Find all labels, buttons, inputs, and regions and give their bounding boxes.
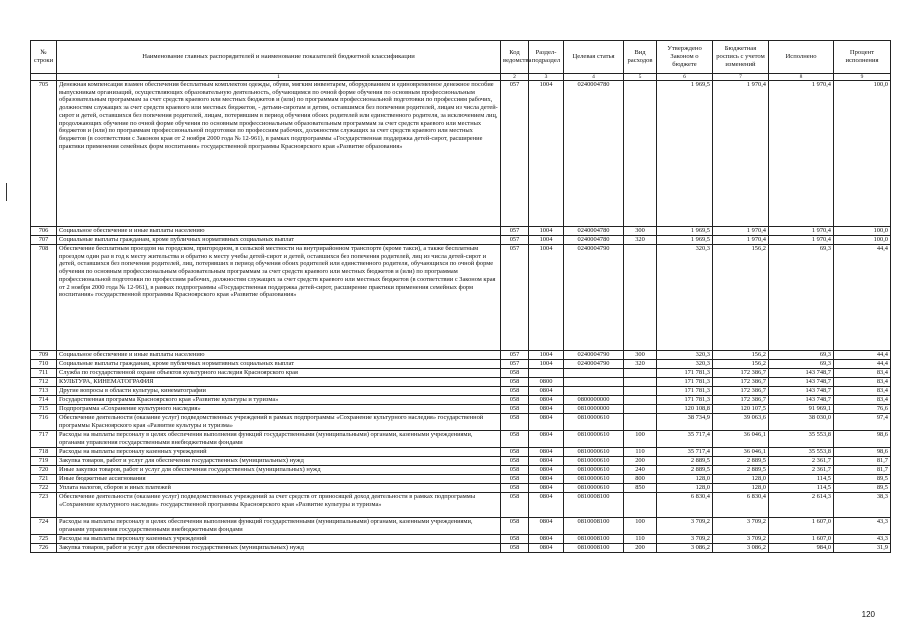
row-utverzhdeno: 171 781,3 (657, 378, 713, 387)
row-name: Расходы на выплаты персоналу казенных учреждений (57, 448, 501, 457)
row-vid: 200 (624, 457, 657, 466)
row-procent: 100,0 (834, 236, 891, 245)
table-row (31, 431, 891, 448)
table-body (31, 81, 891, 553)
row-razdel: 0804 (529, 414, 564, 431)
row-celevaya: 0810008100 (564, 493, 624, 518)
row-name: Закупка товаров, работ и услуг для обеспечения государственных (муниципальных) нужд (57, 457, 501, 466)
row-ispolneno: 35 553,8 (769, 431, 834, 448)
row-procent: 98,6 (834, 431, 891, 448)
row-ispolneno: 1 970,4 (769, 236, 834, 245)
row-vedomstvo: 058 (501, 396, 529, 405)
row-vedomstvo: 058 (501, 431, 529, 448)
row-utverzhdeno: 2 889,5 (657, 466, 713, 475)
row-number: 708 (31, 245, 57, 351)
row-vid (624, 369, 657, 378)
col-name-header: Наименование главных распорядителей и наименование показателей бюджетной классификации (57, 41, 501, 74)
row-celevaya: 0810000610 (564, 475, 624, 484)
row-utverzhdeno: 320,3 (657, 245, 713, 351)
row-vedomstvo: 058 (501, 369, 529, 378)
row-utverzhdeno: 6 830,4 (657, 493, 713, 518)
row-rospis: 128,0 (713, 484, 769, 493)
row-vid: 300 (624, 351, 657, 360)
column-index-7: 6 (657, 74, 713, 81)
row-celevaya: 0240004780 (564, 236, 624, 245)
row-ispolneno: 114,5 (769, 475, 834, 484)
row-vedomstvo: 058 (501, 484, 529, 493)
table-row (31, 544, 891, 553)
row-razdel: 0804 (529, 405, 564, 414)
row-rospis: 6 830,4 (713, 493, 769, 518)
row-rospis: 128,0 (713, 475, 769, 484)
row-name: Обеспечение деятельности (оказание услуг) подведомственных учреждений в рамках подпрограммы «Сохранение культурного наследия» государственной программы Красноярского края «Развитие культуры и туризма» (57, 414, 501, 431)
row-number: 709 (31, 351, 57, 360)
row-utverzhdeno: 38 734,9 (657, 414, 713, 431)
row-vid (624, 81, 657, 227)
row-razdel: 0804 (529, 535, 564, 544)
row-name: Социальное обеспечение и иные выплаты населению (57, 227, 501, 236)
row-name: Государственная программа Красноярского края «Развитие культуры и туризма» (57, 396, 501, 405)
row-procent: 38,3 (834, 493, 891, 518)
row-ispolneno: 2 361,7 (769, 466, 834, 475)
row-name: Социальные выплаты гражданам, кроме публичных нормативных социальных выплат (57, 236, 501, 245)
row-razdel: 0804 (529, 396, 564, 405)
row-number: 706 (31, 227, 57, 236)
table-row (31, 475, 891, 484)
table-row (31, 227, 891, 236)
row-utverzhdeno: 35 717,4 (657, 431, 713, 448)
row-rospis: 36 046,1 (713, 431, 769, 448)
row-celevaya: 0240004780 (564, 227, 624, 236)
row-utverzhdeno: 171 781,3 (657, 396, 713, 405)
row-vid: 110 (624, 535, 657, 544)
row-razdel: 1004 (529, 351, 564, 360)
row-celevaya: 0810000610 (564, 466, 624, 475)
row-razdel: 0804 (529, 544, 564, 553)
row-vedomstvo: 058 (501, 518, 529, 535)
row-utverzhdeno: 320,3 (657, 360, 713, 369)
row-number: 713 (31, 387, 57, 396)
column-index-9: 8 (769, 74, 834, 81)
budget-table (30, 40, 891, 553)
column-index-5: 4 (564, 74, 624, 81)
column-index-4: 3 (529, 74, 564, 81)
row-celevaya: 0240004790 (564, 360, 624, 369)
row-razdel: 0804 (529, 493, 564, 518)
row-ispolneno: 143 748,7 (769, 378, 834, 387)
row-vid: 200 (624, 544, 657, 553)
row-procent: 43,3 (834, 535, 891, 544)
row-number: 711 (31, 369, 57, 378)
row-vedomstvo: 058 (501, 387, 529, 396)
row-number: 723 (31, 493, 57, 518)
margin-mark (6, 183, 7, 201)
row-procent: 97,4 (834, 414, 891, 431)
table-row (31, 245, 891, 351)
row-vid (624, 245, 657, 351)
row-ispolneno: 1 607,0 (769, 518, 834, 535)
page-number: 120 (861, 610, 875, 619)
table-row (31, 396, 891, 405)
row-number: 719 (31, 457, 57, 466)
row-rospis: 172 386,7 (713, 396, 769, 405)
row-utverzhdeno: 2 889,5 (657, 457, 713, 466)
row-name: КУЛЬТУРА, КИНЕМАТОГРАФИЯ (57, 378, 501, 387)
column-index-8: 7 (713, 74, 769, 81)
row-celevaya: 0810008100 (564, 544, 624, 553)
row-rospis: 156,2 (713, 360, 769, 369)
row-vid: 850 (624, 484, 657, 493)
row-ispolneno: 984,0 (769, 544, 834, 553)
row-ispolneno: 69,3 (769, 360, 834, 369)
row-rospis: 2 889,5 (713, 457, 769, 466)
row-ispolneno: 2 614,3 (769, 493, 834, 518)
col-vid-header: Вид расходов (624, 41, 657, 74)
row-rospis: 172 386,7 (713, 369, 769, 378)
row-vedomstvo: 058 (501, 448, 529, 457)
table-row (31, 493, 891, 518)
row-ispolneno: 143 748,7 (769, 369, 834, 378)
row-vedomstvo: 058 (501, 493, 529, 518)
row-razdel: 1004 (529, 81, 564, 227)
row-rospis: 36 046,1 (713, 448, 769, 457)
table-row (31, 484, 891, 493)
row-number: 717 (31, 431, 57, 448)
row-utverzhdeno: 1 969,5 (657, 227, 713, 236)
row-number: 720 (31, 466, 57, 475)
row-rospis: 1 970,4 (713, 236, 769, 245)
col-cel-header: Целевая статья (564, 41, 624, 74)
row-celevaya: 0810000610 (564, 431, 624, 448)
row-vedomstvo: 058 (501, 535, 529, 544)
table-row (31, 457, 891, 466)
table-row (31, 236, 891, 245)
row-celevaya (564, 378, 624, 387)
row-celevaya: 0810008100 (564, 535, 624, 544)
row-name: Служба по государственной охране объектов культурного наследия Красноярского края (57, 369, 501, 378)
row-procent: 81,7 (834, 457, 891, 466)
row-razdel: 0804 (529, 466, 564, 475)
row-vedomstvo: 058 (501, 405, 529, 414)
column-index-10: 9 (834, 74, 891, 81)
row-number: 718 (31, 448, 57, 457)
row-vedomstvo: 057 (501, 351, 529, 360)
row-rospis: 3 086,2 (713, 544, 769, 553)
row-vid (624, 378, 657, 387)
col-vedom-header: Код ведомства (501, 41, 529, 74)
row-vedomstvo: 058 (501, 466, 529, 475)
row-razdel: 0804 (529, 518, 564, 535)
row-vid (624, 387, 657, 396)
row-ispolneno: 38 030,0 (769, 414, 834, 431)
row-name: Социальное обеспечение и иные выплаты населению (57, 351, 501, 360)
row-razdel: 0804 (529, 387, 564, 396)
row-number: 712 (31, 378, 57, 387)
row-name: Расходы на выплаты персоналу казенных учреждений (57, 535, 501, 544)
row-razdel: 1004 (529, 360, 564, 369)
row-rospis: 156,2 (713, 245, 769, 351)
table-row (31, 360, 891, 369)
row-number: 705 (31, 81, 57, 227)
row-celevaya: 0810000610 (564, 414, 624, 431)
row-vid: 100 (624, 431, 657, 448)
row-vid (624, 493, 657, 518)
column-index-3: 2 (501, 74, 529, 81)
col-isp-header: Исполнено (769, 41, 834, 74)
row-razdel: 0800 (529, 378, 564, 387)
row-ispolneno: 1 607,0 (769, 535, 834, 544)
table-row (31, 448, 891, 457)
row-celevaya: 0810000610 (564, 457, 624, 466)
row-number: 707 (31, 236, 57, 245)
row-number: 716 (31, 414, 57, 431)
col-razdel-header: Раздел-подраздел (529, 41, 564, 74)
row-ispolneno: 35 553,8 (769, 448, 834, 457)
row-razdel: 0804 (529, 475, 564, 484)
row-vid (624, 405, 657, 414)
row-celevaya: 0810000610 (564, 448, 624, 457)
row-name: Денежная компенсация взамен обеспечения бесплатным комплектом одежды, обуви, мягким инвентарем, оборудованием и единовременное денежное пособие выпускникам организаций, осуществляющих образовательную деятельность, обучающимся по очной форме обучения по основным профессиональным образовательным программам за счет средств краевого или местных бюджетов и (или) по программам профессиональной подготовки по профессиям рабочих, должностям служащих за счет средств краевого или местных бюджетов, - детьми-сиротам и детям, оставшимся без попечения родителей, лицам из числа детей-сирот и детей, оставшихся без попечения родителей, лицам, потерявшим в период обучения обоих родителей или единственного родителя, за исключением лиц, продолжающих обучение по очной форме обучения по основным профессиональным образовательным программам за счет средств краевого или местных бюджетов и (или) по программам профессиональной подготовки по профессиям рабочих, должностям служащих за счет средств краевого или местных бюджетов (в соответствии с Законом края от 2 ноября 2000 года № 12-961), в рамках подпрограммы «Государственная поддержка детей-сирот, расширение практики применения семейных форм воспитания» государственной программы Красноярского края «Развитие образования» (57, 81, 501, 227)
row-vedomstvo: 057 (501, 245, 529, 351)
row-utverzhdeno: 35 717,4 (657, 448, 713, 457)
row-vedomstvo: 057 (501, 360, 529, 369)
row-vid: 320 (624, 360, 657, 369)
row-celevaya: 0800000000 (564, 396, 624, 405)
column-index-row (31, 74, 891, 81)
row-procent: 81,7 (834, 466, 891, 475)
row-utverzhdeno: 171 781,3 (657, 369, 713, 378)
row-vid: 100 (624, 518, 657, 535)
row-name: Иные бюджетные ассигнования (57, 475, 501, 484)
row-vedomstvo: 058 (501, 457, 529, 466)
row-ispolneno: 1 970,4 (769, 81, 834, 227)
row-utverzhdeno: 171 781,3 (657, 387, 713, 396)
row-utverzhdeno: 1 969,5 (657, 236, 713, 245)
header-row (31, 41, 891, 74)
table-row (31, 351, 891, 360)
row-name: Обеспечение бесплатным проездом на городском, пригородном, в сельской местности на внутрирайонном транспорте (кроме такси), а также бесплатным проездом один раз в год к месту жительства и обратно к месту учебы детей-сирот и детей, оставшихся без попечения родителей, лиц из числа детей-сирот и детей, оставшихся без попечения родителей, лиц, потерявших в период обучения обоих родителей или единственного родителя, обучающихся по очной форме обучения по основным профессиональным образовательным программам за счет средств краевого или местных бюджетов и (или) по программам профессиональной подготовки по профессиям рабочих, должностям служащих за счет средств краевого или местных бюджетов (в соответствии с Законом края от 2 ноября 2000 года № 12-961), в рамках подпрограммы «Государственная поддержка детей-сирот, расширение практики применения семейных форм воспитания» государственной программы Красноярского края «Развитие образования» (57, 245, 501, 351)
row-procent: 100,0 (834, 227, 891, 236)
row-ispolneno: 69,3 (769, 351, 834, 360)
col-utv-header: Утверждено Законом о бюджете (657, 41, 713, 74)
col-num-header: № строки (31, 41, 57, 74)
table-row (31, 81, 891, 227)
row-procent: 43,3 (834, 518, 891, 535)
row-ispolneno: 143 748,7 (769, 396, 834, 405)
row-celevaya: 0240004790 (564, 245, 624, 351)
row-utverzhdeno: 120 108,8 (657, 405, 713, 414)
row-celevaya: 0240004790 (564, 351, 624, 360)
row-number: 724 (31, 518, 57, 535)
row-vid: 300 (624, 227, 657, 236)
row-razdel: 1004 (529, 236, 564, 245)
row-procent: 83,4 (834, 369, 891, 378)
row-vedomstvo: 057 (501, 81, 529, 227)
row-razdel: 1004 (529, 227, 564, 236)
row-procent: 100,0 (834, 81, 891, 227)
row-ispolneno: 2 361,7 (769, 457, 834, 466)
row-rospis: 3 709,2 (713, 518, 769, 535)
row-name: Иные закупки товаров, работ и услуг для обеспечения государственных (муниципальных) нужд (57, 466, 501, 475)
row-name: Обеспечение деятельности (оказание услуг) подведомственных учреждений за счет средств от приносящей доход деятельности в рамках подпрограммы «Сохранение культурного наследия» государственной программы Красноярского края «Развитие культуры и туризма» (57, 493, 501, 518)
row-name: Расходы на выплаты персоналу в целях обеспечения выполнения функций государственными (муниципальными) органами, казенными учреждениями, органами управления государственными внебюджетными фондами (57, 431, 501, 448)
row-procent: 89,5 (834, 475, 891, 484)
row-vid: 320 (624, 236, 657, 245)
row-number: 721 (31, 475, 57, 484)
row-ispolneno: 1 970,4 (769, 227, 834, 236)
row-ispolneno: 69,3 (769, 245, 834, 351)
table-row (31, 387, 891, 396)
row-rospis: 3 709,2 (713, 535, 769, 544)
row-procent: 44,4 (834, 351, 891, 360)
row-rospis: 39 063,6 (713, 414, 769, 431)
row-razdel: 0804 (529, 457, 564, 466)
table-row (31, 369, 891, 378)
column-index-2: 1 (57, 74, 501, 81)
row-utverzhdeno: 1 969,5 (657, 81, 713, 227)
row-razdel: 0804 (529, 431, 564, 448)
row-rospis: 156,2 (713, 351, 769, 360)
row-ispolneno: 91 969,1 (769, 405, 834, 414)
row-vid: 110 (624, 448, 657, 457)
row-procent: 83,4 (834, 378, 891, 387)
row-razdel: 1004 (529, 245, 564, 351)
row-procent: 83,4 (834, 396, 891, 405)
row-celevaya: 0810000000 (564, 405, 624, 414)
table-row (31, 405, 891, 414)
row-rospis: 172 386,7 (713, 378, 769, 387)
row-ispolneno: 114,5 (769, 484, 834, 493)
row-number: 726 (31, 544, 57, 553)
row-vedomstvo: 057 (501, 236, 529, 245)
table-row (31, 414, 891, 431)
row-vedomstvo: 058 (501, 414, 529, 431)
row-razdel: 0804 (529, 484, 564, 493)
row-procent: 44,4 (834, 360, 891, 369)
row-rospis: 120 107,5 (713, 405, 769, 414)
row-number: 715 (31, 405, 57, 414)
row-procent: 83,4 (834, 387, 891, 396)
row-procent: 31,9 (834, 544, 891, 553)
row-celevaya: 0240004780 (564, 81, 624, 227)
column-index-1 (31, 74, 57, 81)
budget-table-page (30, 40, 890, 553)
column-index-6: 5 (624, 74, 657, 81)
row-name: Другие вопросы в области культуры, кинематографии (57, 387, 501, 396)
row-number: 725 (31, 535, 57, 544)
row-utverzhdeno: 128,0 (657, 475, 713, 484)
row-rospis: 172 386,7 (713, 387, 769, 396)
row-celevaya (564, 369, 624, 378)
row-celevaya: 0810000610 (564, 484, 624, 493)
row-name: Уплата налогов, сборов и иных платежей (57, 484, 501, 493)
row-vedomstvo: 057 (501, 227, 529, 236)
row-rospis: 1 970,4 (713, 227, 769, 236)
row-number: 714 (31, 396, 57, 405)
row-vid (624, 396, 657, 405)
row-name: Закупка товаров, работ и услуг для обеспечения государственных (муниципальных) нужд (57, 544, 501, 553)
row-name: Социальные выплаты гражданам, кроме публичных нормативных социальных выплат (57, 360, 501, 369)
row-razdel (529, 369, 564, 378)
row-procent: 76,6 (834, 405, 891, 414)
table-row (31, 378, 891, 387)
row-name: Расходы на выплаты персоналу в целях обеспечения выполнения функций государственными (муниципальными) органами, казенными учреждениями, органами управления государственными внебюджетными фондами (57, 518, 501, 535)
row-utverzhdeno: 128,0 (657, 484, 713, 493)
row-vid: 240 (624, 466, 657, 475)
table-row (31, 535, 891, 544)
row-celevaya: 0810008100 (564, 518, 624, 535)
row-number: 710 (31, 360, 57, 369)
row-vedomstvo: 058 (501, 475, 529, 484)
row-vid: 800 (624, 475, 657, 484)
row-celevaya (564, 387, 624, 396)
row-vid (624, 414, 657, 431)
table-row (31, 518, 891, 535)
col-rosp-header: Бюджетная роспись с учетом изменений (713, 41, 769, 74)
col-proc-header: Процент исполнения (834, 41, 891, 74)
row-ispolneno: 143 748,7 (769, 387, 834, 396)
row-utverzhdeno: 3 709,2 (657, 518, 713, 535)
row-procent: 44,4 (834, 245, 891, 351)
row-utverzhdeno: 3 709,2 (657, 535, 713, 544)
row-number: 722 (31, 484, 57, 493)
row-utverzhdeno: 3 086,2 (657, 544, 713, 553)
row-vedomstvo: 058 (501, 544, 529, 553)
row-rospis: 1 970,4 (713, 81, 769, 227)
row-procent: 98,6 (834, 448, 891, 457)
row-name: Подпрограмма «Сохранение культурного наследия» (57, 405, 501, 414)
row-vedomstvo: 058 (501, 378, 529, 387)
table-row (31, 466, 891, 475)
row-rospis: 2 889,5 (713, 466, 769, 475)
row-razdel: 0804 (529, 448, 564, 457)
row-procent: 89,5 (834, 484, 891, 493)
row-utverzhdeno: 320,3 (657, 351, 713, 360)
